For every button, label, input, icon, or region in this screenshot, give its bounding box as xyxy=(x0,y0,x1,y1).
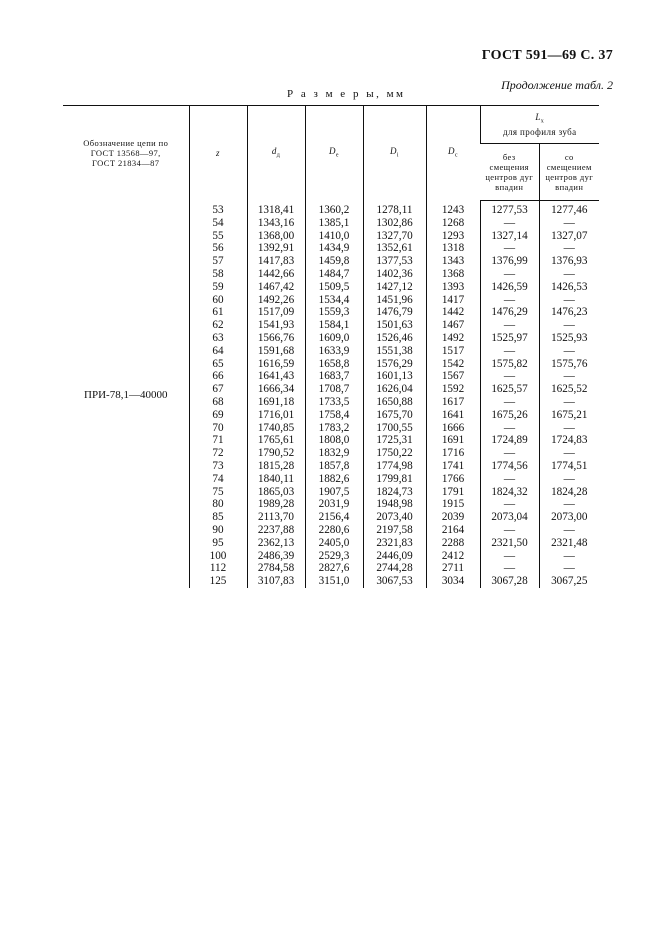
lx-without-cell: — xyxy=(480,447,539,460)
di-cell: 1799,81 xyxy=(363,473,426,486)
dc-cell: 1666 xyxy=(426,422,480,435)
lx-with-cell: — xyxy=(539,524,599,537)
dc-cell: 1542 xyxy=(426,358,480,371)
de-cell: 1385,1 xyxy=(305,217,363,230)
di-cell: 1675,70 xyxy=(363,409,426,422)
z-cell: 55 xyxy=(189,230,247,243)
di-cell: 3067,53 xyxy=(363,575,426,588)
lx-with-cell: 1277,46 xyxy=(539,201,599,217)
table-continuation-note: Продолжение табл. 2 xyxy=(501,78,613,92)
lx-with-cell: 1625,52 xyxy=(539,383,599,396)
z-cell: 90 xyxy=(189,524,247,537)
lx-without-cell: 1575,82 xyxy=(480,358,539,371)
de-cell: 1683,7 xyxy=(305,370,363,383)
z-cell: 54 xyxy=(189,217,247,230)
dd-cell: 1691,18 xyxy=(247,396,305,409)
de-cell: 1509,5 xyxy=(305,281,363,294)
lx-without-cell: 1824,32 xyxy=(480,486,539,499)
dd-cell: 2784,58 xyxy=(247,562,305,575)
lx-with-cell: — xyxy=(539,217,599,230)
di-cell: 1377,53 xyxy=(363,255,426,268)
dd-cell: 2113,70 xyxy=(247,511,305,524)
lx-with-cell: 1724,83 xyxy=(539,434,599,447)
dc-cell: 1641 xyxy=(426,409,480,422)
dd-cell: 1641,43 xyxy=(247,370,305,383)
de-cell: 1484,7 xyxy=(305,268,363,281)
lx-with-cell: 1327,07 xyxy=(539,230,599,243)
z-cell: 75 xyxy=(189,486,247,499)
lx-without-cell: — xyxy=(480,268,539,281)
di-cell: 1302,86 xyxy=(363,217,426,230)
lx-with-cell: 1525,93 xyxy=(539,332,599,345)
z-cell: 70 xyxy=(189,422,247,435)
lx-with-cell: 1575,76 xyxy=(539,358,599,371)
dd-cell: 1840,11 xyxy=(247,473,305,486)
de-cell: 2280,6 xyxy=(305,524,363,537)
de-cell: 1733,5 xyxy=(305,396,363,409)
column-header-lx-with-offset: со смещением центров дуг впадин xyxy=(539,144,599,201)
di-cell: 1750,22 xyxy=(363,447,426,460)
dc-cell: 1442 xyxy=(426,306,480,319)
chain-designation-cell: ПРИ-78,1—40000 xyxy=(84,389,168,402)
dc-cell: 1741 xyxy=(426,460,480,473)
z-cell: 63 xyxy=(189,332,247,345)
lx-without-cell: — xyxy=(480,319,539,332)
di-cell: 1501,63 xyxy=(363,319,426,332)
dd-cell: 1417,83 xyxy=(247,255,305,268)
lx-with-cell: — xyxy=(539,294,599,307)
di-cell: 1352,61 xyxy=(363,242,426,255)
dd-cell: 1765,61 xyxy=(247,434,305,447)
lx-without-cell: — xyxy=(480,370,539,383)
dc-cell: 1268 xyxy=(426,217,480,230)
lx-with-cell: — xyxy=(539,473,599,486)
z-cell: 80 xyxy=(189,498,247,511)
lx-without-cell: — xyxy=(480,562,539,575)
di-cell: 2446,09 xyxy=(363,550,426,563)
lx-without-cell: — xyxy=(480,550,539,563)
lx-without-cell: — xyxy=(480,294,539,307)
z-cell: 100 xyxy=(189,550,247,563)
lx-with-cell: 1774,51 xyxy=(539,460,599,473)
dc-cell: 1915 xyxy=(426,498,480,511)
z-cell: 62 xyxy=(189,319,247,332)
lx-with-cell: — xyxy=(539,345,599,358)
di-cell: 2744,28 xyxy=(363,562,426,575)
di-cell: 1700,55 xyxy=(363,422,426,435)
de-cell: 1534,4 xyxy=(305,294,363,307)
de-cell: 2827,6 xyxy=(305,562,363,575)
de-cell: 1758,4 xyxy=(305,409,363,422)
de-cell: 1633,9 xyxy=(305,345,363,358)
dc-cell: 2039 xyxy=(426,511,480,524)
lx-with-cell: 1426,53 xyxy=(539,281,599,294)
di-cell: 1576,29 xyxy=(363,358,426,371)
z-cell: 74 xyxy=(189,473,247,486)
dd-cell: 1989,28 xyxy=(247,498,305,511)
dc-cell: 1492 xyxy=(426,332,480,345)
lx-with-cell: — xyxy=(539,562,599,575)
de-cell: 1907,5 xyxy=(305,486,363,499)
de-cell: 2405,0 xyxy=(305,537,363,550)
column-header-Di: $D_i$ xyxy=(363,106,426,201)
dc-cell: 1467 xyxy=(426,319,480,332)
z-cell: 68 xyxy=(189,396,247,409)
di-cell: 1824,73 xyxy=(363,486,426,499)
lx-with-cell: 1476,23 xyxy=(539,306,599,319)
dd-cell: 1566,76 xyxy=(247,332,305,345)
lx-without-cell: — xyxy=(480,242,539,255)
di-cell: 1774,98 xyxy=(363,460,426,473)
dc-cell: 1343 xyxy=(426,255,480,268)
z-cell: 66 xyxy=(189,370,247,383)
lx-without-cell: 1476,29 xyxy=(480,306,539,319)
dc-cell: 1691 xyxy=(426,434,480,447)
de-cell: 1459,8 xyxy=(305,255,363,268)
de-cell: 1658,8 xyxy=(305,358,363,371)
de-cell: 2529,3 xyxy=(305,550,363,563)
de-cell: 1584,1 xyxy=(305,319,363,332)
lx-without-cell: 1774,56 xyxy=(480,460,539,473)
dd-cell: 1492,26 xyxy=(247,294,305,307)
di-cell: 1278,11 xyxy=(363,201,426,217)
de-cell: 1410,0 xyxy=(305,230,363,243)
column-header-Dc: $D_c$ xyxy=(426,106,480,201)
column-header-lx-profile: для профиля зуба xyxy=(502,126,577,137)
z-cell: 60 xyxy=(189,294,247,307)
lx-without-cell: — xyxy=(480,422,539,435)
lx-with-cell: — xyxy=(539,550,599,563)
column-header-designation: Обозначение цепи по ГОСТ 13568—97, ГОСТ 21834—87 xyxy=(63,106,189,201)
dd-cell: 1392,91 xyxy=(247,242,305,255)
lx-with-cell: — xyxy=(539,370,599,383)
lx-without-cell: 1426,59 xyxy=(480,281,539,294)
dd-cell: 1343,16 xyxy=(247,217,305,230)
dd-cell: 1815,28 xyxy=(247,460,305,473)
di-cell: 1601,13 xyxy=(363,370,426,383)
lx-without-cell: 1327,14 xyxy=(480,230,539,243)
z-cell: 57 xyxy=(189,255,247,268)
lx-with-cell: 1376,93 xyxy=(539,255,599,268)
dd-cell: 2486,39 xyxy=(247,550,305,563)
column-header-De: $D_e$ xyxy=(305,106,363,201)
de-cell: 1832,9 xyxy=(305,447,363,460)
lx-with-cell: 2073,00 xyxy=(539,511,599,524)
z-cell: 73 xyxy=(189,460,247,473)
lx-with-cell: — xyxy=(539,396,599,409)
dd-cell: 1716,01 xyxy=(247,409,305,422)
sizes-label: Р а з м е р ы, мм xyxy=(287,88,406,100)
z-cell: 95 xyxy=(189,537,247,550)
dd-cell: 3107,83 xyxy=(247,575,305,588)
dd-cell: 1616,59 xyxy=(247,358,305,371)
lx-with-cell: — xyxy=(539,242,599,255)
di-cell: 1725,31 xyxy=(363,434,426,447)
z-cell: 56 xyxy=(189,242,247,255)
dd-cell: 1442,66 xyxy=(247,268,305,281)
de-cell: 1360,2 xyxy=(305,201,363,217)
lx-with-cell: 1675,21 xyxy=(539,409,599,422)
de-cell: 1708,7 xyxy=(305,383,363,396)
dc-cell: 1417 xyxy=(426,294,480,307)
di-cell: 2321,83 xyxy=(363,537,426,550)
lx-without-cell: 2073,04 xyxy=(480,511,539,524)
dc-cell: 1318 xyxy=(426,242,480,255)
de-cell: 1609,0 xyxy=(305,332,363,345)
column-header-z: z xyxy=(189,106,247,201)
dc-cell: 1791 xyxy=(426,486,480,499)
di-cell: 1427,12 xyxy=(363,281,426,294)
lx-with-cell: — xyxy=(539,319,599,332)
table-row xyxy=(63,201,599,217)
lx-without-cell: 1277,53 xyxy=(480,201,539,217)
lx-with-cell: 3067,25 xyxy=(539,575,599,588)
dd-cell: 1865,03 xyxy=(247,486,305,499)
dd-cell: 1318,41 xyxy=(247,201,305,217)
dc-cell: 1243 xyxy=(426,201,480,217)
di-cell: 1451,96 xyxy=(363,294,426,307)
di-cell: 1626,04 xyxy=(363,383,426,396)
de-cell: 1808,0 xyxy=(305,434,363,447)
di-cell: 1948,98 xyxy=(363,498,426,511)
z-cell: 61 xyxy=(189,306,247,319)
z-cell: 59 xyxy=(189,281,247,294)
lx-without-cell: 3067,28 xyxy=(480,575,539,588)
dc-cell: 1393 xyxy=(426,281,480,294)
dc-cell: 2288 xyxy=(426,537,480,550)
lx-with-cell: — xyxy=(539,422,599,435)
di-cell: 2073,40 xyxy=(363,511,426,524)
dc-cell: 2164 xyxy=(426,524,480,537)
dc-cell: 1517 xyxy=(426,345,480,358)
dc-cell: 2711 xyxy=(426,562,480,575)
de-cell: 3151,0 xyxy=(305,575,363,588)
z-cell: 53 xyxy=(189,201,247,217)
z-cell: 67 xyxy=(189,383,247,396)
dd-cell: 1666,34 xyxy=(247,383,305,396)
dd-cell: 2237,88 xyxy=(247,524,305,537)
dc-cell: 1766 xyxy=(426,473,480,486)
dc-cell: 1567 xyxy=(426,370,480,383)
dc-cell: 1293 xyxy=(426,230,480,243)
dd-cell: 1541,93 xyxy=(247,319,305,332)
de-cell: 2156,4 xyxy=(305,511,363,524)
z-cell: 71 xyxy=(189,434,247,447)
lx-with-cell: — xyxy=(539,498,599,511)
dc-cell: 1716 xyxy=(426,447,480,460)
lx-without-cell: — xyxy=(480,396,539,409)
dd-cell: 1467,42 xyxy=(247,281,305,294)
dc-cell: 1617 xyxy=(426,396,480,409)
dd-cell: 2362,13 xyxy=(247,537,305,550)
lx-without-cell: 1376,99 xyxy=(480,255,539,268)
z-cell: 112 xyxy=(189,562,247,575)
z-cell: 72 xyxy=(189,447,247,460)
dc-cell: 2412 xyxy=(426,550,480,563)
z-cell: 58 xyxy=(189,268,247,281)
lx-without-cell: — xyxy=(480,473,539,486)
z-cell: 125 xyxy=(189,575,247,588)
di-cell: 1476,79 xyxy=(363,306,426,319)
di-cell: 1526,46 xyxy=(363,332,426,345)
column-header-lx: $L_x$ для профиля зуба xyxy=(480,106,599,144)
de-cell: 1882,6 xyxy=(305,473,363,486)
chain-dimensions-table xyxy=(63,105,599,588)
z-cell: 85 xyxy=(189,511,247,524)
di-cell: 1650,88 xyxy=(363,396,426,409)
dc-cell: 3034 xyxy=(426,575,480,588)
dd-cell: 1740,85 xyxy=(247,422,305,435)
dd-cell: 1790,52 xyxy=(247,447,305,460)
dd-cell: 1368,00 xyxy=(247,230,305,243)
z-cell: 64 xyxy=(189,345,247,358)
lx-without-cell: — xyxy=(480,217,539,230)
lx-without-cell: 1724,89 xyxy=(480,434,539,447)
lx-without-cell: 1625,57 xyxy=(480,383,539,396)
lx-with-cell: — xyxy=(539,268,599,281)
dc-cell: 1368 xyxy=(426,268,480,281)
z-cell: 65 xyxy=(189,358,247,371)
di-cell: 1402,36 xyxy=(363,268,426,281)
lx-without-cell: — xyxy=(480,524,539,537)
de-cell: 2031,9 xyxy=(305,498,363,511)
lx-with-cell: 2321,48 xyxy=(539,537,599,550)
lx-without-cell: — xyxy=(480,498,539,511)
lx-with-cell: 1824,28 xyxy=(539,486,599,499)
z-cell: 69 xyxy=(189,409,247,422)
dd-cell: 1517,09 xyxy=(247,306,305,319)
de-cell: 1783,2 xyxy=(305,422,363,435)
document-header: ГОСТ 591—69 С. 37 xyxy=(481,48,613,63)
lx-without-cell: 1525,97 xyxy=(480,332,539,345)
column-header-lx-without-offset: без смещения центров дуг впадин xyxy=(480,144,539,201)
dc-cell: 1592 xyxy=(426,383,480,396)
di-cell: 1327,70 xyxy=(363,230,426,243)
de-cell: 1559,3 xyxy=(305,306,363,319)
de-cell: 1434,9 xyxy=(305,242,363,255)
lx-with-cell: — xyxy=(539,447,599,460)
di-cell: 1551,38 xyxy=(363,345,426,358)
dd-cell: 1591,68 xyxy=(247,345,305,358)
column-header-dd: $d_д$ xyxy=(247,106,305,201)
de-cell: 1857,8 xyxy=(305,460,363,473)
di-cell: 2197,58 xyxy=(363,524,426,537)
lx-without-cell: 1675,26 xyxy=(480,409,539,422)
table-body xyxy=(63,201,599,588)
lx-without-cell: — xyxy=(480,345,539,358)
lx-without-cell: 2321,50 xyxy=(480,537,539,550)
